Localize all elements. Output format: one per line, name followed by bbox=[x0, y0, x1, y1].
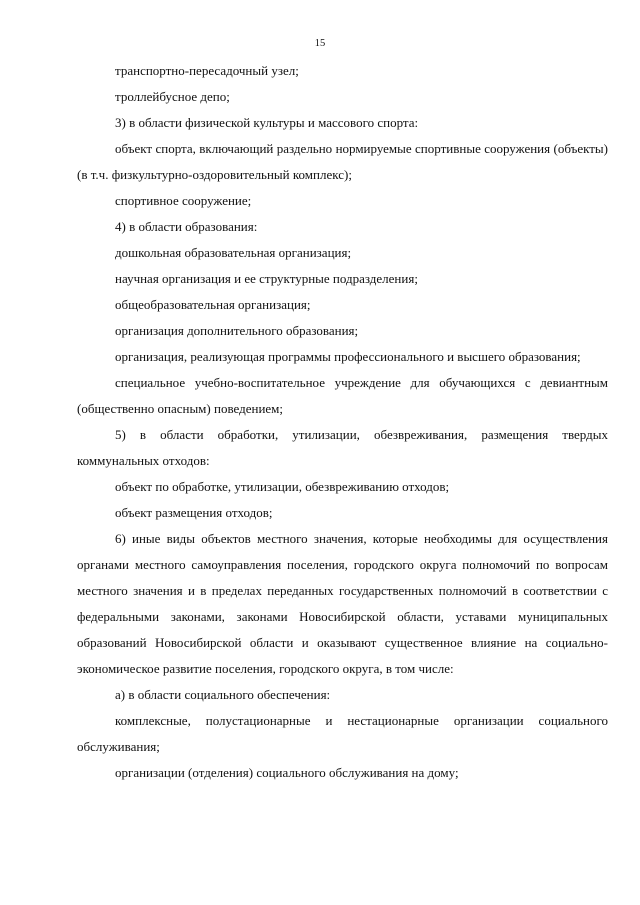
section-heading: 3) в области физической культуры и массового спорта: bbox=[115, 115, 419, 130]
paragraph: дошкольная образовательная организация; bbox=[115, 245, 352, 260]
paragraph: спортивное сооружение; bbox=[115, 193, 252, 208]
paragraph: объект размещения отходов; bbox=[115, 505, 273, 520]
paragraph: объект спорта, включающий раздельно нормируемые спортивные сооружения (объекты) (в т.ч. физкультурно-оздоровительный комплекс); bbox=[77, 141, 608, 182]
paragraph: организация, реализующая программы профессионального и высшего образования; bbox=[115, 349, 581, 364]
paragraph: организация дополнительного образования; bbox=[115, 323, 359, 338]
paragraph: транспортно-пересадочный узел; bbox=[115, 63, 299, 78]
paragraph: общеобразовательная организация; bbox=[115, 297, 311, 312]
paragraph: троллейбусное депо; bbox=[115, 89, 230, 104]
paragraph: научная организация и ее структурные подразделения; bbox=[115, 271, 418, 286]
subsection-heading: а) в области социального обеспечения: bbox=[115, 687, 331, 702]
page-number: 15 bbox=[314, 38, 326, 49]
section-heading: 5) в области обработки, утилизации, обезвреживания, размещения твердых коммунальных отходов: bbox=[77, 427, 608, 468]
paragraph: организации (отделения) социального обслуживания на дому; bbox=[115, 765, 459, 780]
paragraph: объект по обработке, утилизации, обезвреживанию отходов; bbox=[115, 479, 450, 494]
paragraph: специальное учебно-воспитательное учреждение для обучающихся с девиантным (общественно опасным) поведением; bbox=[77, 375, 608, 416]
paragraph: комплексные, полустационарные и нестационарные организации социального обслуживания; bbox=[77, 713, 608, 754]
section-heading: 4) в области образования: bbox=[115, 219, 258, 234]
section-heading: 6) иные виды объектов местного значения, которые необходимы для осуществления органами местного самоуправления поселения, городского округа полномочий по вопросам местного значения и в пределах переданных государственных полномочий в соответствии с федеральными законами, законами Новосибирской области, уставами муниципальных образований Новосибирской области и оказывают существенное влияние на социально-экономическое развитие поселения, городского округа, в том числе: bbox=[77, 531, 608, 676]
document-body bbox=[77, 58, 608, 786]
